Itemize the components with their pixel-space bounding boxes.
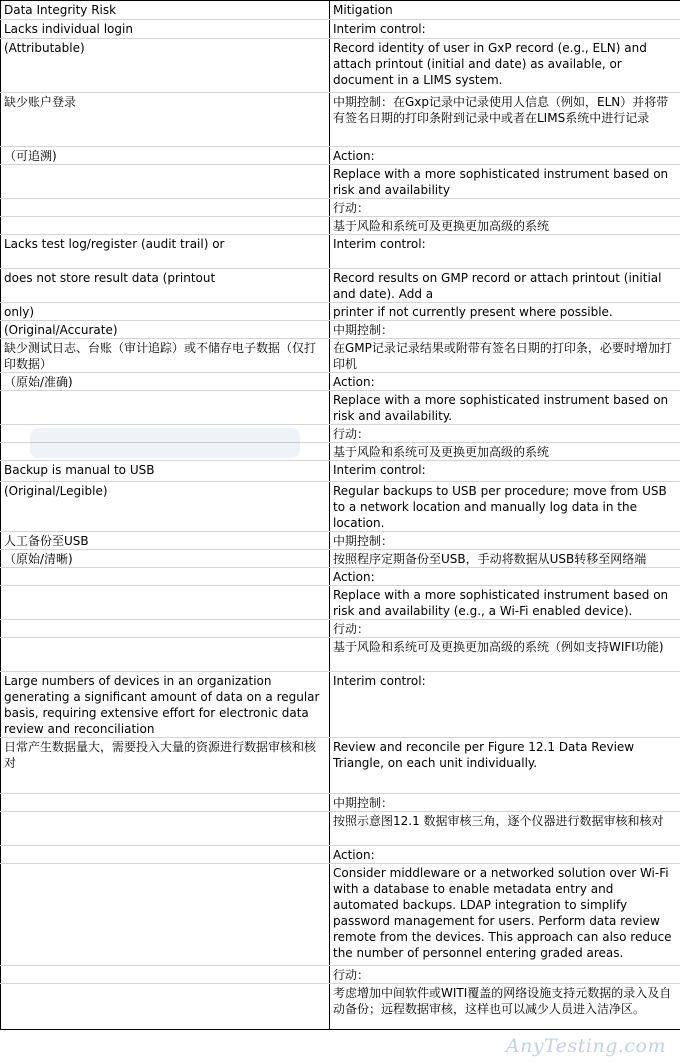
mitigation-cell: Replace with a more sophisticated instrument based on risk and availability xyxy=(330,165,680,199)
risk-cell: （可追溯) xyxy=(1,147,330,165)
mitigation-cell: Action: xyxy=(330,568,680,586)
table-row xyxy=(1,864,680,966)
mitigation-cell: Replace with a more sophisticated instrument based on risk and availability. xyxy=(330,391,680,425)
risk-cell: 缺少账户登录 xyxy=(1,93,330,147)
table-row xyxy=(1,586,680,620)
mitigation-cell: 行动： xyxy=(330,199,680,217)
table-row xyxy=(1,738,680,794)
table-row xyxy=(1,199,680,217)
risk-cell: (Original/Legible) xyxy=(1,482,330,532)
mitigation-cell: Interim control: xyxy=(330,20,680,39)
mitigation-cell: 基于风险和系统可及更换更加高级的系统 xyxy=(330,217,680,235)
risk-cell: Backup is manual to USB xyxy=(1,461,330,482)
mitigation-cell: 行动： xyxy=(330,425,680,443)
table-row xyxy=(1,846,680,864)
table-row xyxy=(1,39,680,93)
mitigation-cell: Action: xyxy=(330,147,680,165)
mitigation-cell: 中期控制： xyxy=(330,532,680,550)
table-row xyxy=(1,269,680,303)
risk-cell xyxy=(1,638,330,672)
table-row xyxy=(1,443,680,461)
table-row xyxy=(1,568,680,586)
header-row xyxy=(1,1,680,20)
mitigation-cell: Record results on GMP record or attach printout (initial and date). Add a xyxy=(330,269,680,303)
mitigation-cell: Consider middleware or a networked solution over Wi-Fi with a database to enable metadata entry and automated backups. LDAP integration to simplify password management for users. Perform data review remote from the devices. This approach can also reduce the number of personnel entering graded areas. xyxy=(330,864,680,966)
mitigation-cell: 行动： xyxy=(330,620,680,638)
header-mitigation: Mitigation xyxy=(330,1,680,20)
mitigation-cell: 基于风险和系统可及更换更加高级的系统 xyxy=(330,443,680,461)
risk-cell: Lacks individual login xyxy=(1,20,330,39)
mitigation-cell: 在GMP记录记录结果或附带有签名日期的打印条，必要时增加打印机 xyxy=(330,339,680,373)
mitigation-cell: 基于风险和系统可及更换更加高级的系统（例如支持WIFI功能) xyxy=(330,638,680,672)
risk-cell xyxy=(1,391,330,425)
risk-cell xyxy=(1,864,330,966)
risk-cell: 缺少测试日志、台账（审计追踪）或不储存电子数据（仅打印数据） xyxy=(1,339,330,373)
risk-cell xyxy=(1,794,330,812)
risk-cell xyxy=(1,586,330,620)
risk-cell xyxy=(1,568,330,586)
risk-cell xyxy=(1,846,330,864)
risk-cell xyxy=(1,443,330,461)
table-row xyxy=(1,147,680,165)
table-row xyxy=(1,321,680,339)
watermark: AnyTesting.com xyxy=(505,1035,666,1057)
table-row xyxy=(1,93,680,147)
table-row xyxy=(1,425,680,443)
risk-cell: （原始/准确) xyxy=(1,373,330,391)
header-risk: Data Integrity Risk xyxy=(1,1,330,20)
risk-cell xyxy=(1,165,330,199)
mitigation-cell: 中期控制： xyxy=(330,794,680,812)
table-row xyxy=(1,966,680,984)
mitigation-cell: 中期控制： xyxy=(330,321,680,339)
table-row xyxy=(1,482,680,532)
table-row xyxy=(1,165,680,199)
table-row xyxy=(1,303,680,321)
table-row xyxy=(1,550,680,568)
mitigation-cell: 按照示意图12.1 数据审核三角，逐个仪器进行数据审核和核对 xyxy=(330,812,680,846)
table-row xyxy=(1,217,680,235)
risk-cell xyxy=(1,812,330,846)
mitigation-cell: Action: xyxy=(330,373,680,391)
mitigation-cell: Interim control: xyxy=(330,672,680,738)
mitigation-cell: Action: xyxy=(330,846,680,864)
table-row xyxy=(1,373,680,391)
table-row xyxy=(1,812,680,846)
risk-cell: does not store result data (printout xyxy=(1,269,330,303)
table-row xyxy=(1,984,680,1030)
table-row xyxy=(1,532,680,550)
risk-cell: Large numbers of devices in an organization generating a significant amount of data on a regular basis, requiring extensive effort for electronic data review and reconciliation xyxy=(1,672,330,738)
risk-cell: (Attributable) xyxy=(1,39,330,93)
risk-cell: Lacks test log/register (audit trail) or xyxy=(1,235,330,269)
risk-cell xyxy=(1,199,330,217)
risk-cell xyxy=(1,620,330,638)
table-row xyxy=(1,235,680,269)
mitigation-cell: Regular backups to USB per procedure; move from USB to a network location and manually log data in the location. xyxy=(330,482,680,532)
mitigation-cell: 按照程序定期备份至USB，手动将数据从USB转移至网络端 xyxy=(330,550,680,568)
risk-cell: 日常产生数据量大，需要投入大量的资源进行数据审核和核对 xyxy=(1,738,330,794)
mitigation-cell: 考虑增加中间软件或WITI覆盖的网络设施支持元数据的录入及自动备份；远程数据审核，这样也可以减少人员进入洁净区。 xyxy=(330,984,680,1030)
mitigation-cell: Interim control: xyxy=(330,235,680,269)
table-row xyxy=(1,794,680,812)
table-row xyxy=(1,339,680,373)
table-row xyxy=(1,672,680,738)
mitigation-cell: printer if not currently present where possible. xyxy=(330,303,680,321)
mitigation-cell: Replace with a more sophisticated instrument based on risk and availability (e.g., a Wi-Fi enabled device). xyxy=(330,586,680,620)
mitigation-cell: Record identity of user in GxP record (e.g., ELN) and attach printout (initial and date) as available, or document in a LIMS system. xyxy=(330,39,680,93)
risk-cell: 人工备份至USB xyxy=(1,532,330,550)
mitigation-cell: 行动： xyxy=(330,966,680,984)
risk-cell xyxy=(1,984,330,1030)
risk-cell: (Original/Accurate) xyxy=(1,321,330,339)
risk-cell: （原始/清晰) xyxy=(1,550,330,568)
mitigation-cell: 中期控制：在Gxp记录中记录使用人信息（例如，ELN）并将带有签名日期的打印条附到记录中或者在LIMS系统中进行记录 xyxy=(330,93,680,147)
risk-cell xyxy=(1,217,330,235)
mitigation-cell: Review and reconcile per Figure 12.1 Data Review Triangle, on each unit individually. xyxy=(330,738,680,794)
risk-cell xyxy=(1,966,330,984)
mitigation-cell: Interim control: xyxy=(330,461,680,482)
risk-cell: only) xyxy=(1,303,330,321)
table-row xyxy=(1,461,680,482)
table-row xyxy=(1,638,680,672)
table-row xyxy=(1,391,680,425)
table-row xyxy=(1,620,680,638)
table-row xyxy=(1,20,680,39)
risk-cell xyxy=(1,425,330,443)
